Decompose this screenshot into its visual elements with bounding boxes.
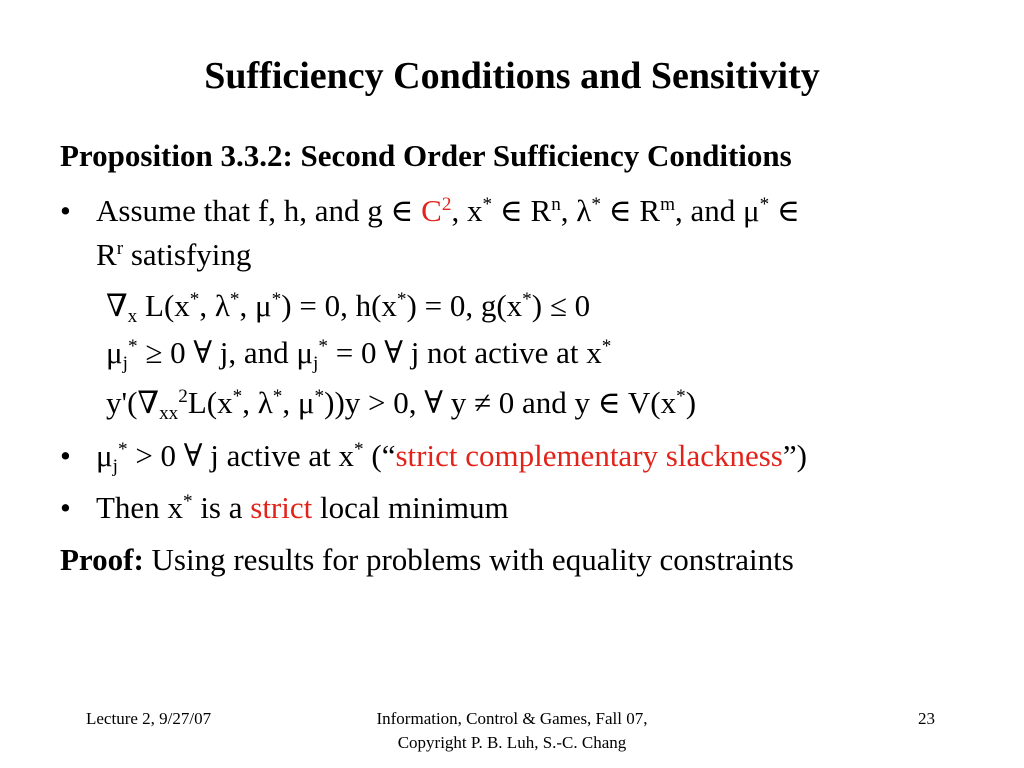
page-number: 23 <box>918 709 935 728</box>
star-sup: * <box>522 289 532 311</box>
star-sup: * <box>396 289 407 311</box>
bullet-marker-3: • <box>60 490 71 525</box>
b3-text: is a <box>192 490 251 525</box>
star-sup: * <box>676 386 686 408</box>
mu-symbol: μ <box>96 438 113 473</box>
c-class: C <box>421 193 442 228</box>
b1-text: ∈ <box>769 193 800 228</box>
strict-term: strict <box>250 490 313 525</box>
proposition-heading: Proposition 3.3.2: Second Order Sufficiency Conditions <box>60 138 792 173</box>
b3-text: Then x <box>96 490 183 525</box>
c3-text: ))y > 0, ∀ y ≠ 0 and y ∈ V(x <box>324 385 677 420</box>
subscript: j <box>112 455 118 477</box>
proof-label: Proof: <box>60 542 144 577</box>
c1-text: ) = 0, g(x <box>406 288 523 323</box>
star-sup: * <box>354 439 364 461</box>
bullet-3-conclusion <box>96 488 509 528</box>
c1-text: , μ <box>239 288 272 323</box>
bullet-marker-1: • <box>60 193 71 228</box>
footer-course: Information, Control & Games, Fall 07, <box>376 709 648 728</box>
proof-text: Using results for problems with equality constraints <box>143 542 794 577</box>
c3-text: ) <box>685 385 697 420</box>
c1-text: L(x <box>137 288 190 323</box>
c2-text: ≥ 0 ∀ j, and μ <box>137 335 314 370</box>
b3-text: local minimum <box>312 490 509 525</box>
b2-text: ”) <box>782 438 807 473</box>
c1-text: ) ≤ 0 <box>531 288 591 323</box>
superscript: 2 <box>178 386 188 408</box>
star-sup: * <box>601 336 612 358</box>
star-sup: * <box>117 439 128 461</box>
slide-title: Sufficiency Conditions and Sensitivity <box>204 55 820 97</box>
dim-sup: r <box>116 238 124 260</box>
strict-complementary-slackness-term: strict complementary slackness <box>395 438 783 473</box>
c3-text: L(x <box>187 385 233 420</box>
mu-symbol: μ <box>106 335 123 370</box>
condition-multipliers <box>106 333 611 373</box>
footer-copyright: Copyright P. B. Luh, S.-C. Chang <box>397 733 627 752</box>
b1-text: ∈ R <box>492 193 552 228</box>
b1-text: , λ <box>560 193 592 228</box>
star-sup: * <box>182 491 193 513</box>
b1-text: R <box>96 237 117 272</box>
b1-text: satisfying <box>123 237 252 272</box>
star-sup: * <box>127 336 138 358</box>
nabla-symbol: ∇ <box>106 288 128 323</box>
b2-text: (“ <box>363 438 396 473</box>
star-sup: * <box>189 289 200 311</box>
bullet-1-line-1 <box>96 191 800 231</box>
dim-sup: n <box>551 194 561 216</box>
c3-text: , μ <box>282 385 315 420</box>
b1-text: ∈ R <box>600 193 661 228</box>
star-sup: * <box>759 194 770 216</box>
b1-text: Assume that f, h, and g ∈ <box>96 193 422 228</box>
c-superscript: 2 <box>441 194 452 216</box>
star-sup: * <box>318 336 328 358</box>
c3-text: y'(∇ <box>106 385 160 420</box>
star-sup: * <box>229 289 240 311</box>
b1-text: , and μ <box>675 193 760 228</box>
b1-text: , x <box>451 193 483 228</box>
condition-hessian <box>106 383 696 423</box>
subscript: j <box>313 352 319 374</box>
dim-sup: m <box>660 194 675 216</box>
subscript: j <box>122 352 128 374</box>
bullet-2-strict-complementary <box>96 436 807 476</box>
b2-text: > 0 ∀ j active at x <box>127 438 355 473</box>
subscript: x <box>127 305 138 327</box>
c3-text: , λ <box>242 385 273 420</box>
star-sup: * <box>591 194 601 216</box>
proof-line <box>60 540 794 580</box>
footer-lecture: Lecture 2, 9/27/07 <box>86 709 212 728</box>
c1-text: ) = 0, h(x <box>281 288 397 323</box>
subscript: xx <box>159 402 179 424</box>
star-sup: * <box>314 386 325 408</box>
condition-gradient <box>106 286 590 326</box>
star-sup: * <box>271 289 282 311</box>
bullet-marker-2: • <box>60 438 71 473</box>
c2-text: = 0 ∀ j not active at x <box>328 335 602 370</box>
star-sup: * <box>272 386 283 408</box>
star-sup: * <box>482 194 493 216</box>
star-sup: * <box>232 386 243 408</box>
bullet-1-line-2 <box>96 235 251 275</box>
c1-text: , λ <box>199 288 230 323</box>
